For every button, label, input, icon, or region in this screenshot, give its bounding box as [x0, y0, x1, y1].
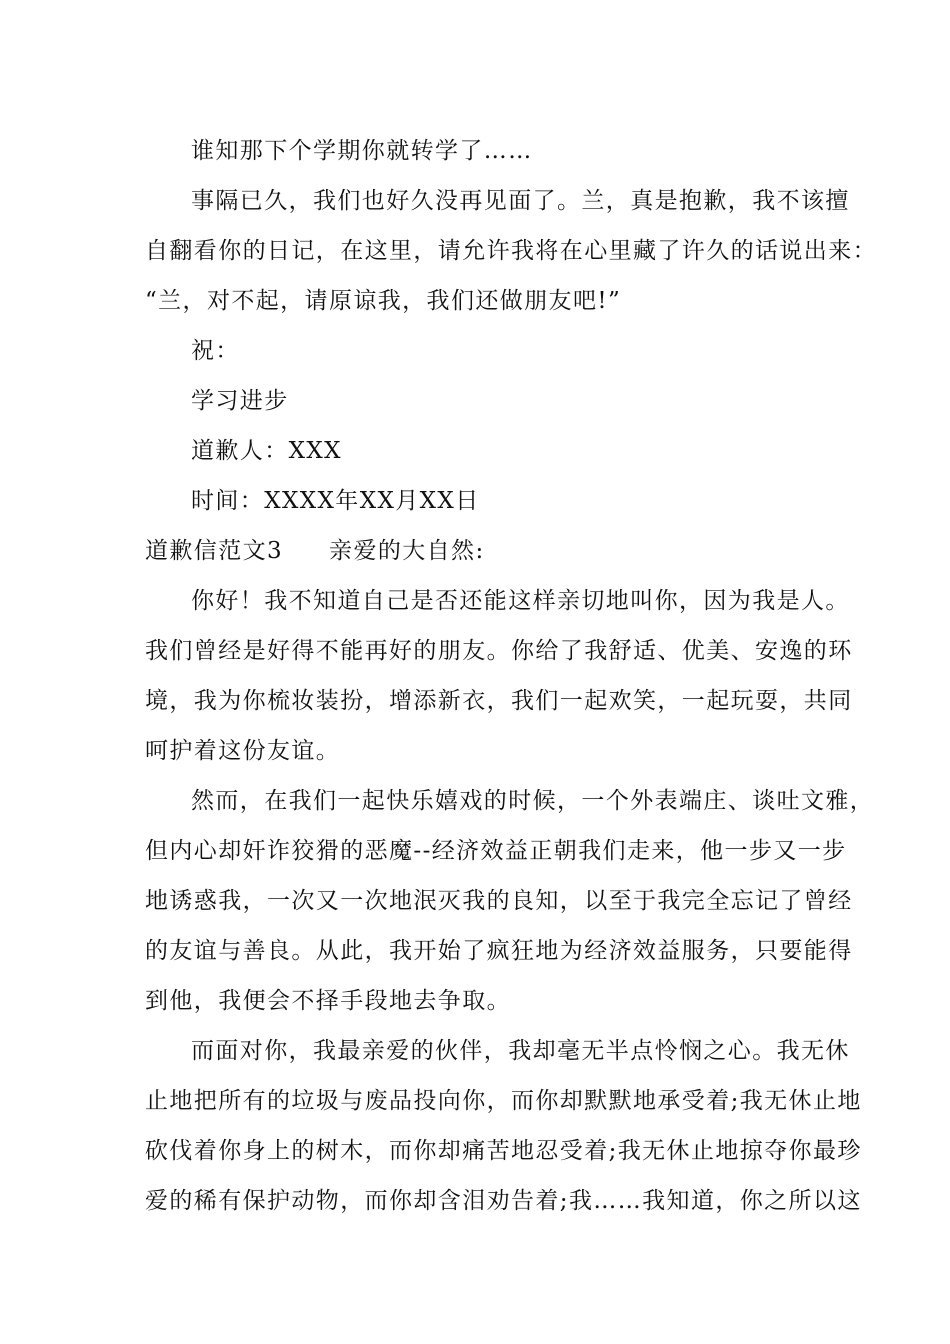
body-line: 呵护着这份友谊。	[145, 738, 341, 764]
body-line: 但内心却奸诈狡猾的恶魔--经济效益正朝我们走来，他一步又一步	[145, 838, 847, 864]
body-line: 爱的稀有保护动物，而你却含泪劝告着;我……我知道，你之所以这	[145, 1188, 862, 1214]
body-line: 你好！我不知道自己是否还能这样亲切地叫你，因为我是人。	[191, 588, 850, 614]
signer: 道歉人：XXX	[191, 438, 342, 464]
body-line: 砍伐着你身上的树木，而你却痛苦地忍受着;我无休止地掠夺你最珍	[145, 1138, 862, 1164]
closing-wish: 祝：	[191, 338, 240, 364]
body-line: 境，我为你梳妆装扮，增添新衣，我们一起欢笑，一起玩耍，共同	[145, 688, 853, 714]
paragraph-apology-line: 事隔已久，我们也好久没再见面了。兰，真是抱歉，我不该擅	[191, 188, 850, 214]
body-line: 地诱惑我，一次又一次地泯灭我的良知，以至于我完全忘记了曾经	[145, 888, 853, 914]
paragraph-apology-line: 自翻看你的日记，在这里，请允许我将在心里藏了许久的话说出来：	[145, 238, 877, 264]
salutation: 亲爱的大自然:	[329, 538, 485, 564]
paragraph-apology-line: “兰，对不起，请原谅我，我们还做朋友吧!”	[145, 288, 622, 314]
body-line: 然而，在我们一起快乐嬉戏的时候，一个外表端庄、谈吐文雅，	[191, 788, 875, 814]
body-line: 到他，我便会不择手段地去争取。	[145, 988, 511, 1014]
body-line: 止地把所有的垃圾与废品投向你，而你却默默地承受着;我无休止地	[145, 1088, 862, 1114]
wish-text: 学习进步	[191, 388, 289, 414]
section-title: 道歉信范文3	[145, 538, 284, 564]
date-line: 时间：XXXX年XX月XX日	[191, 488, 480, 514]
paragraph-transfer: 谁知那下个学期你就转学了……	[191, 138, 533, 164]
body-line: 我们曾经是好得不能再好的朋友。你给了我舒适、优美、安逸的环	[145, 638, 853, 664]
section-heading	[145, 536, 485, 566]
body-line: 的友谊与善良。从此，我开始了疯狂地为经济效益服务，只要能得	[145, 938, 853, 964]
body-line: 而面对你，我最亲爱的伙伴，我却毫无半点怜悯之心。我无休	[191, 1038, 850, 1064]
